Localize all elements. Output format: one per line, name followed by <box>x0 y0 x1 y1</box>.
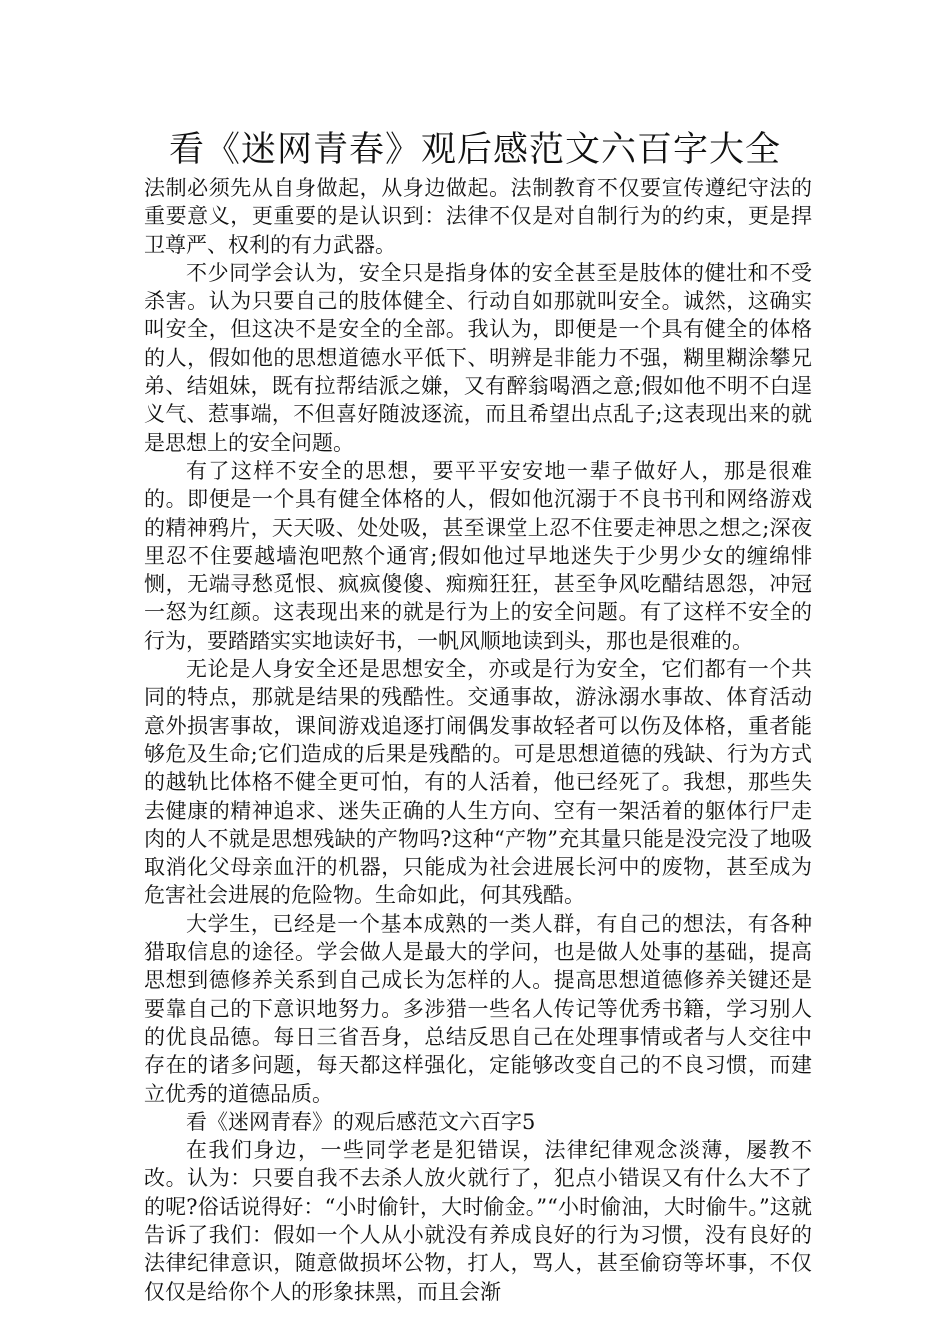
paragraph: 大学生，已经是一个基本成熟的一类人群，有自己的想法，有各种猎取信息的途径。学会做人是最大的学问，也是做人处事的基础，提高思想到德修养关系到自己成长为怎样的人。提高思想道德修养关键还是要靠自己的下意识地努力。多涉猎一些名人传记等优秀书籍，学习别人的优良品德。每日三省吾身，总结反思自己在处理事情或者与人交往中存在的诸多问题，每天都这样强化，定能够改变自己的不良习惯，而建立优秀的道德品质。 <box>144 911 812 1106</box>
paragraph: 法制必须先从自身做起，从身边做起。法制教育不仅要宣传遵纪守法的重要意义，更重要的是认识到：法律不仅是对自制行为的约束，更是捍卫尊严、权利的有力武器。 <box>144 176 812 257</box>
paragraph: 有了这样不安全的思想，要平平安安地一辈子做好人，那是很难的。即便是一个具有健全体格的人，假如他沉溺于不良书刊和网络游戏的精神鸦片，天天吸、处处吸，甚至课堂上忍不住要走神思之想之;深夜里忍不住要越墙泡吧熬个通宵;假如他过早地迷失于少男少女的缠绵悱恻，无端寻愁觅恨、疯疯傻傻、痴痴狂狂，甚至争风吃醋结恩怨，冲冠一怒为红颜。这表现出来的就是行为上的安全问题。有了这样不安全的行为，要踏踏实实地读好书，一帆风顺地读到头，那也是很难的。 <box>144 458 812 653</box>
paragraph: 不少同学会认为，安全只是指身体的安全甚至是肢体的健壮和不受杀害。认为只要自己的肢体健全、行动自如那就叫安全。诚然，这确实叫安全，但这决不是安全的全部。我认为，即便是一个具有健全的体格的人，假如他的思想道德水平低下、明辨是非能力不强，糊里糊涂攀兄弟、结姐妹，既有拉帮结派之嫌，又有醉翁喝酒之意;假如他不明不白逞义气、惹事端，不但喜好随波逐流，而且希望出点乱子;这表现出来的就是思想上的安全问题。 <box>144 260 812 455</box>
document-body <box>144 174 812 1306</box>
section-heading: 看《迷网青春》的观后感范文六百字5 <box>186 1109 536 1134</box>
document-title: 看《迷网青春》观后感范文六百字大全 <box>168 130 781 170</box>
paragraph: 在我们身边，一些同学老是犯错误，法律纪律观念淡薄，屡教不改。认为：只要自我不去杀人放火就行了，犯点小错误又有什么大不了的呢?俗话说得好：“小时偷针，大时偷金。”“小时偷油，大时偷牛。”这就告诉了我们：假如一个人从小就没有养成良好的行为习惯，没有良好的法律纪律意识，随意做损坏公物，打人，骂人，甚至偷窃等坏事，不仅仅仅是给你个人的形象抹黑，而且会渐 <box>144 1138 812 1304</box>
paragraph: 无论是人身安全还是思想安全，亦或是行为安全，它们都有一个共同的特点，那就是结果的残酷性。交通事故，游泳溺水事故、体育活动意外损害事故，课间游戏追逐打闹偶发事故轻者可以伤及体格，重者能够危及生命;它们造成的后果是残酷的。可是思想道德的残缺、行为方式的越轨比体格不健全更可怕，有的人活着，他已经死了。我想，那些失去健康的精神追求、迷失正确的人生方向、空有一架活着的躯体行尸走肉的人不就是思想残缺的产物吗?这种“产物”充其量只能是没完没了地吸取消化父母亲血汗的机器，只能成为社会进展长河中的废物，甚至成为危害社会进展的危险物。生命如此，何其残酷。 <box>144 657 812 908</box>
